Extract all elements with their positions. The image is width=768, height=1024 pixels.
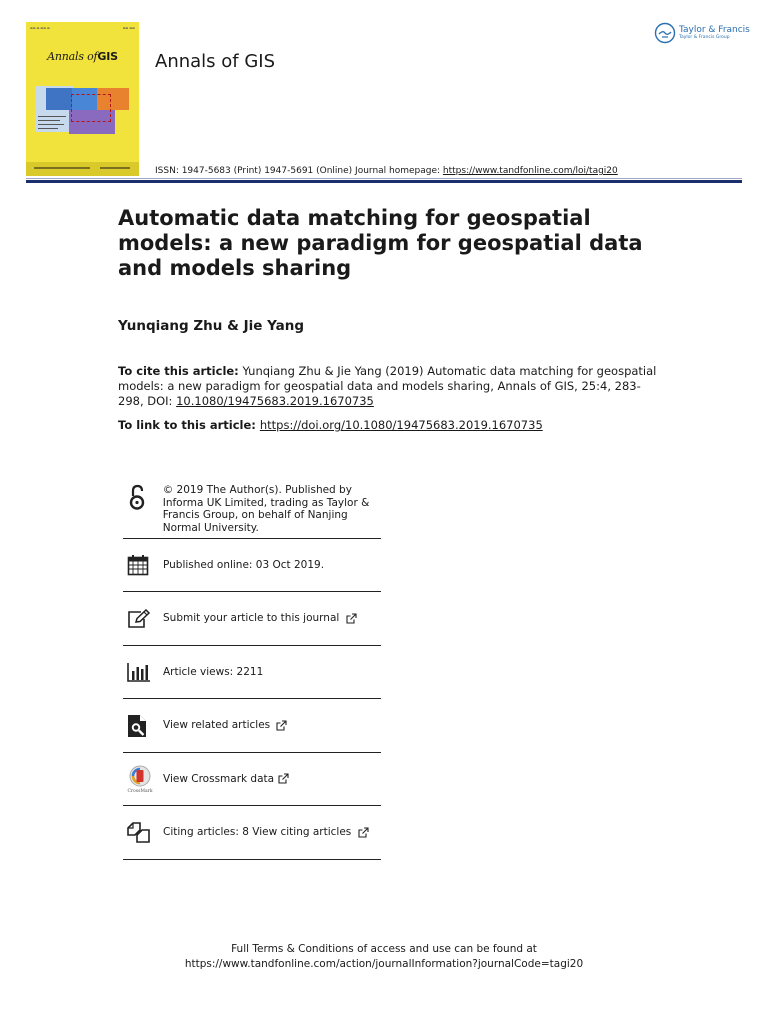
article-title: Automatic data matching for geospatial models: a new paradigm for geospatial data and models sharing [118, 206, 643, 280]
citing-articles-label: Citing articles: 8 View citing articles [163, 826, 352, 839]
crossmark-icon [123, 765, 163, 793]
bar-chart-icon [123, 662, 163, 682]
published-row [123, 539, 381, 592]
external-link-icon [276, 720, 287, 731]
header-rule-thick [26, 180, 742, 183]
cover-title: Annals ofGIS [47, 50, 118, 63]
doi-link[interactable]: 10.1080/19475683.2019.1670735 [176, 394, 374, 408]
header-rule-thin [26, 178, 742, 179]
external-link-icon [358, 827, 369, 838]
external-link-icon [346, 613, 357, 624]
open-access-row [123, 478, 381, 539]
article-views: Article views: 2211 [163, 665, 264, 678]
publisher-name: Taylor & Francis [679, 24, 750, 35]
crossmark-row[interactable] [123, 753, 381, 806]
article-link[interactable]: https://doi.org/10.1080/19475683.2019.1670735 [259, 418, 543, 432]
citing-icon [123, 822, 163, 844]
calendar-icon [123, 554, 163, 576]
publisher-emblem-icon [654, 22, 676, 44]
link-block [118, 418, 678, 433]
edit-icon [123, 609, 163, 629]
article-authors: Yunqiang Zhu & Jie Yang [118, 318, 305, 334]
publisher-sub: Taylor & Francis Group [679, 34, 730, 40]
journal-cover-image [26, 22, 139, 176]
cover-figure-line-3 [38, 124, 64, 125]
journal-homepage-link[interactable]: https://www.tandfonline.com/loi/tagi20 [442, 166, 618, 176]
publisher-text [679, 26, 750, 41]
citing-articles-link[interactable] [163, 826, 369, 839]
cover-figure-line-1 [38, 116, 66, 117]
related-row[interactable] [123, 699, 381, 753]
cover-figure-line-2 [38, 120, 60, 121]
license-text: © 2019 The Author(s). Published by Informa UK Limited, trading as Taylor & Francis Group, on behalf of Nanjing Normal University. [162, 484, 370, 534]
article-info-list [123, 478, 381, 860]
search-document-icon [123, 714, 163, 738]
cover-figure-blue [46, 88, 74, 110]
citation-block [118, 364, 663, 409]
issn-line [155, 166, 618, 176]
issn-text: ISSN: 1947-5683 (Print) 1947-5691 (Online) Journal homepage: [155, 166, 443, 176]
journal-name: Annals of GIS [155, 51, 276, 72]
views-row [123, 646, 381, 699]
submit-article-link[interactable] [163, 612, 357, 625]
cover-figure-line-4 [38, 128, 58, 129]
related-articles-link[interactable] [163, 719, 287, 732]
cover-top-strip: ▬▬ ▬ ▬▬ ▬ ▬▬ ▬▬ [30, 26, 135, 30]
footer-terms-link[interactable]: https://www.tandfonline.com/action/journalInformation?journalCode=tagi20 [184, 958, 584, 970]
svg-text:CrossMark: CrossMark [127, 789, 153, 793]
related-articles-label: View related articles [163, 719, 271, 732]
submit-article-label: Submit your article to this journal [163, 612, 340, 625]
open-access-icon [123, 484, 163, 512]
footer-line-1: Full Terms & Conditions of access and use can be found at [231, 943, 537, 955]
crossmark-link[interactable] [163, 773, 289, 786]
cite-text: Yunqiang Zhu & Jie Yang (2019) Automatic data matching for geospatial models: a new paradigm for geospatial data and models sharing, Annals of GIS, 25:4, 283-298, DOI: [118, 364, 657, 408]
cover-figure-dashed-box [71, 94, 111, 122]
crossmark-label: View Crossmark data [163, 772, 275, 785]
published-date: Published online: 03 Oct 2019. [163, 558, 325, 571]
cite-label: To cite this article: [118, 364, 239, 378]
external-link-icon [278, 773, 289, 784]
citing-row[interactable] [123, 806, 381, 860]
cover-footer-strip [26, 162, 139, 176]
footer-terms [0, 942, 768, 972]
submit-row[interactable] [123, 592, 381, 646]
link-label: To link to this article: [118, 418, 260, 432]
publisher-logo[interactable] [654, 22, 750, 44]
